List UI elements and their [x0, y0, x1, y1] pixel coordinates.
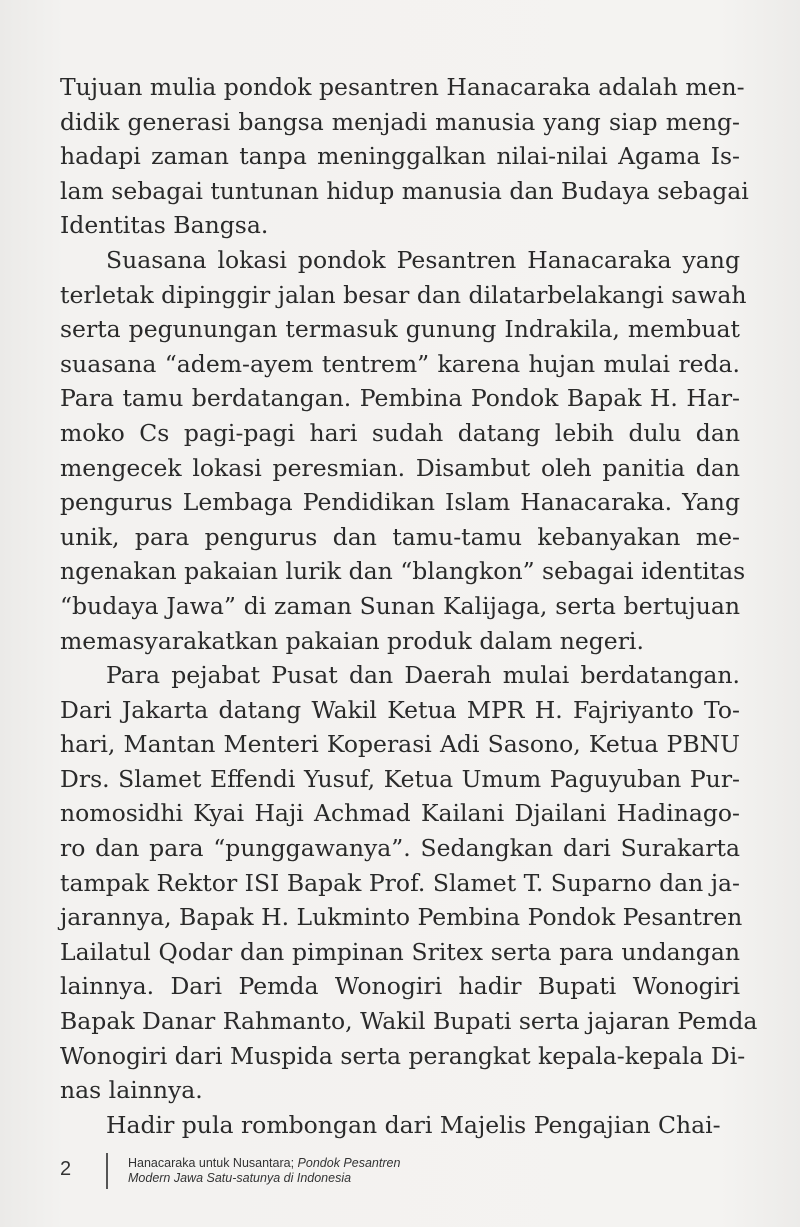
text-line: didik generasi bangsa menjadi manusia yang siap meng- — [60, 107, 740, 136]
running-footer — [128, 1156, 400, 1186]
text-line: Lailatul Qodar dan pimpinan Sritex serta para undangan — [60, 937, 740, 966]
text-line: Drs. Slamet Effendi Yusuf, Ketua Umum Paguyuban Pur- — [60, 764, 740, 793]
text-line: mengecek lokasi peresmian. Disambut oleh panitia dan — [60, 453, 740, 482]
book-subtitle-part-2: Modern Jawa Satu-satunya di Indonesia — [128, 1171, 352, 1185]
text-line: tampak Rektor ISI Bapak Prof. Slamet T. Suparno dan ja- — [60, 868, 740, 897]
text-line: ro dan para “punggawanya”. Sedangkan dari Surakarta — [60, 834, 740, 863]
text-line: suasana “adem-ayem tentrem” karena hujan mulai reda. — [60, 349, 740, 378]
running-footer-line-1 — [128, 1156, 400, 1171]
text-line: Para tamu berdatangan. Pembina Pondok Bapak H. Har- — [60, 384, 740, 413]
text-line: Wonogiri dari Muspida serta perangkat kepala-kepala Di- — [60, 1041, 746, 1070]
text-line: pengurus Lembaga Pendidikan Islam Hanacaraka. Yang — [60, 488, 740, 517]
paragraph — [60, 70, 749, 243]
text-line: Para pejabat Pusat dan Daerah mulai berdatangan. — [106, 661, 740, 690]
text-line: lainnya. Dari Pemda Wonogiri hadir Bupati Wonogiri — [60, 972, 740, 1001]
paragraph — [60, 243, 747, 658]
text-line: Bapak Danar Rahmanto, Wakil Bupati serta jajaran Pemda — [60, 1007, 758, 1036]
text-line: hadapi zaman tanpa meninggalkan nilai-nilai Agama Is- — [60, 142, 740, 171]
text-line: ngenakan pakaian lurik dan “blangkon” sebagai identitas — [60, 557, 746, 586]
text-line: unik, para pengurus dan tamu-tamu kebanyakan me- — [60, 522, 740, 551]
text-line: memasyarakatkan pakaian produk dalam negeri. — [60, 626, 644, 655]
book-title: Hanacaraka untuk Nusantara; — [128, 1156, 298, 1170]
text-line: nomosidhi Kyai Haji Achmad Kailani Djailani Hadinago- — [60, 799, 740, 828]
text-line: Identitas Bangsa. — [60, 211, 269, 240]
page-number: 2 — [60, 1158, 72, 1180]
body-text — [60, 70, 758, 1142]
text-line: Dari Jakarta datang Wakil Ketua MPR H. Fajriyanto To- — [60, 695, 740, 724]
text-line: moko Cs pagi-pagi hari sudah datang lebih dulu dan — [60, 418, 740, 447]
text-line: hari, Mantan Menteri Koperasi Adi Sasono, Ketua PBNU — [60, 730, 740, 759]
text-line: Suasana lokasi pondok Pesantren Hanacaraka yang — [106, 245, 740, 274]
paragraph — [60, 658, 758, 1108]
text-line: jarannya, Bapak H. Lukminto Pembina Pondok Pesantren — [60, 903, 743, 932]
footer-divider — [106, 1153, 108, 1189]
text-line: serta pegunungan termasuk gunung Indrakila, membuat — [60, 315, 740, 344]
text-line: nas lainnya. — [60, 1076, 203, 1105]
text-line: lam sebagai tuntunan hidup manusia dan Budaya sebagai — [60, 176, 749, 205]
page-footer — [60, 1157, 580, 1191]
text-line: “budaya Jawa” di zaman Sunan Kalijaga, serta bertujuan — [60, 591, 740, 620]
text-line: Tujuan mulia pondok pesantren Hanacaraka adalah men- — [60, 73, 745, 101]
text-line: Hadir pula rombongan dari Majelis Pengajian Chai- — [106, 1110, 721, 1139]
book-subtitle-part-1: Pondok Pesantren — [297, 1156, 401, 1170]
text-line: terletak dipinggir jalan besar dan dilatarbelakangi sawah — [60, 280, 747, 309]
paragraph — [60, 1108, 740, 1143]
